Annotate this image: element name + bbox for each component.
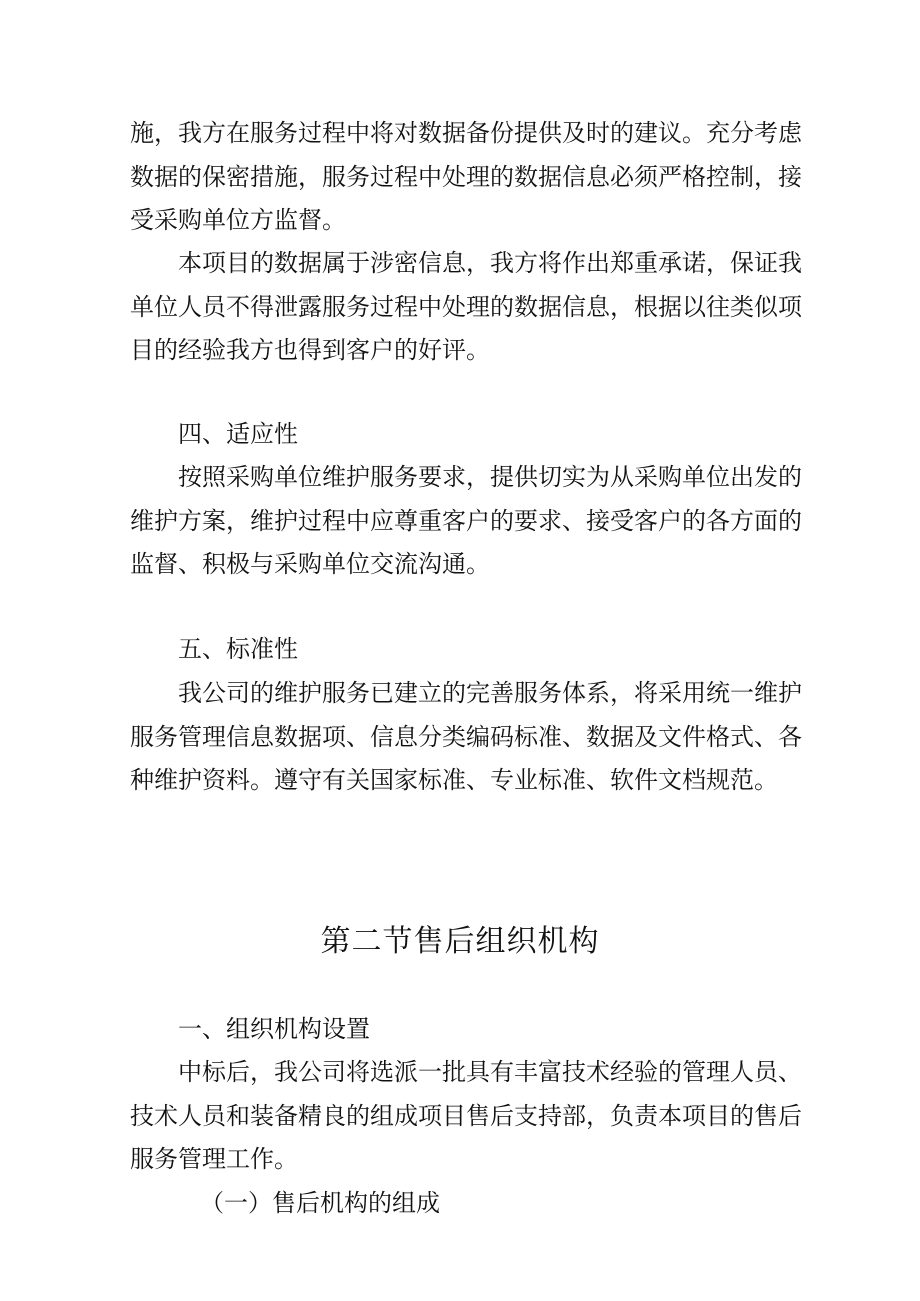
- section-title: 第二节售后组织机构: [320, 924, 600, 959]
- heading-org-setup: 一、组织机构设置: [178, 1015, 370, 1043]
- paragraph-adaptability: 按照采购单位维护服务要求，提供切实为从采购单位出发的维护方案，维护过程中应尊重客户的要求、接受客户的各方面的监督、积极与采购单位交流沟通。: [130, 463, 802, 578]
- paragraph-standardization: 我公司的维护服务已建立的完善服务体系，将采用统一维护服务管理信息数据项、信息分类编码标准、数据及文件格式、各种维护资料。遵守有关国家标准、专业标准、软件文档规范。: [130, 679, 802, 794]
- heading-standardization: 五、标准性: [178, 635, 298, 663]
- paragraph-confidentiality: 本项目的数据属于涉密信息，我方将作出郑重承诺，保证我单位人员不得泄露服务过程中处理的数据信息，根据以往类似项目的经验我方也得到客户的好评。: [130, 249, 802, 364]
- heading-adaptability: 四、适应性: [178, 420, 298, 448]
- paragraph-org-setup: 中标后，我公司将选派一批具有丰富技术经验的管理人员、技术人员和装备精良的组成项目售后支持部，负责本项目的售后服务管理工作。: [130, 1058, 802, 1173]
- subheading-after-sales-composition: （一）售后机构的组成: [200, 1189, 440, 1217]
- paragraph-data-backup: 施，我方在服务过程中将对数据备份提供及时的建议。充分考虑数据的保密措施，服务过程中处理的数据信息必须严格控制，接受采购单位方监督。: [130, 119, 802, 234]
